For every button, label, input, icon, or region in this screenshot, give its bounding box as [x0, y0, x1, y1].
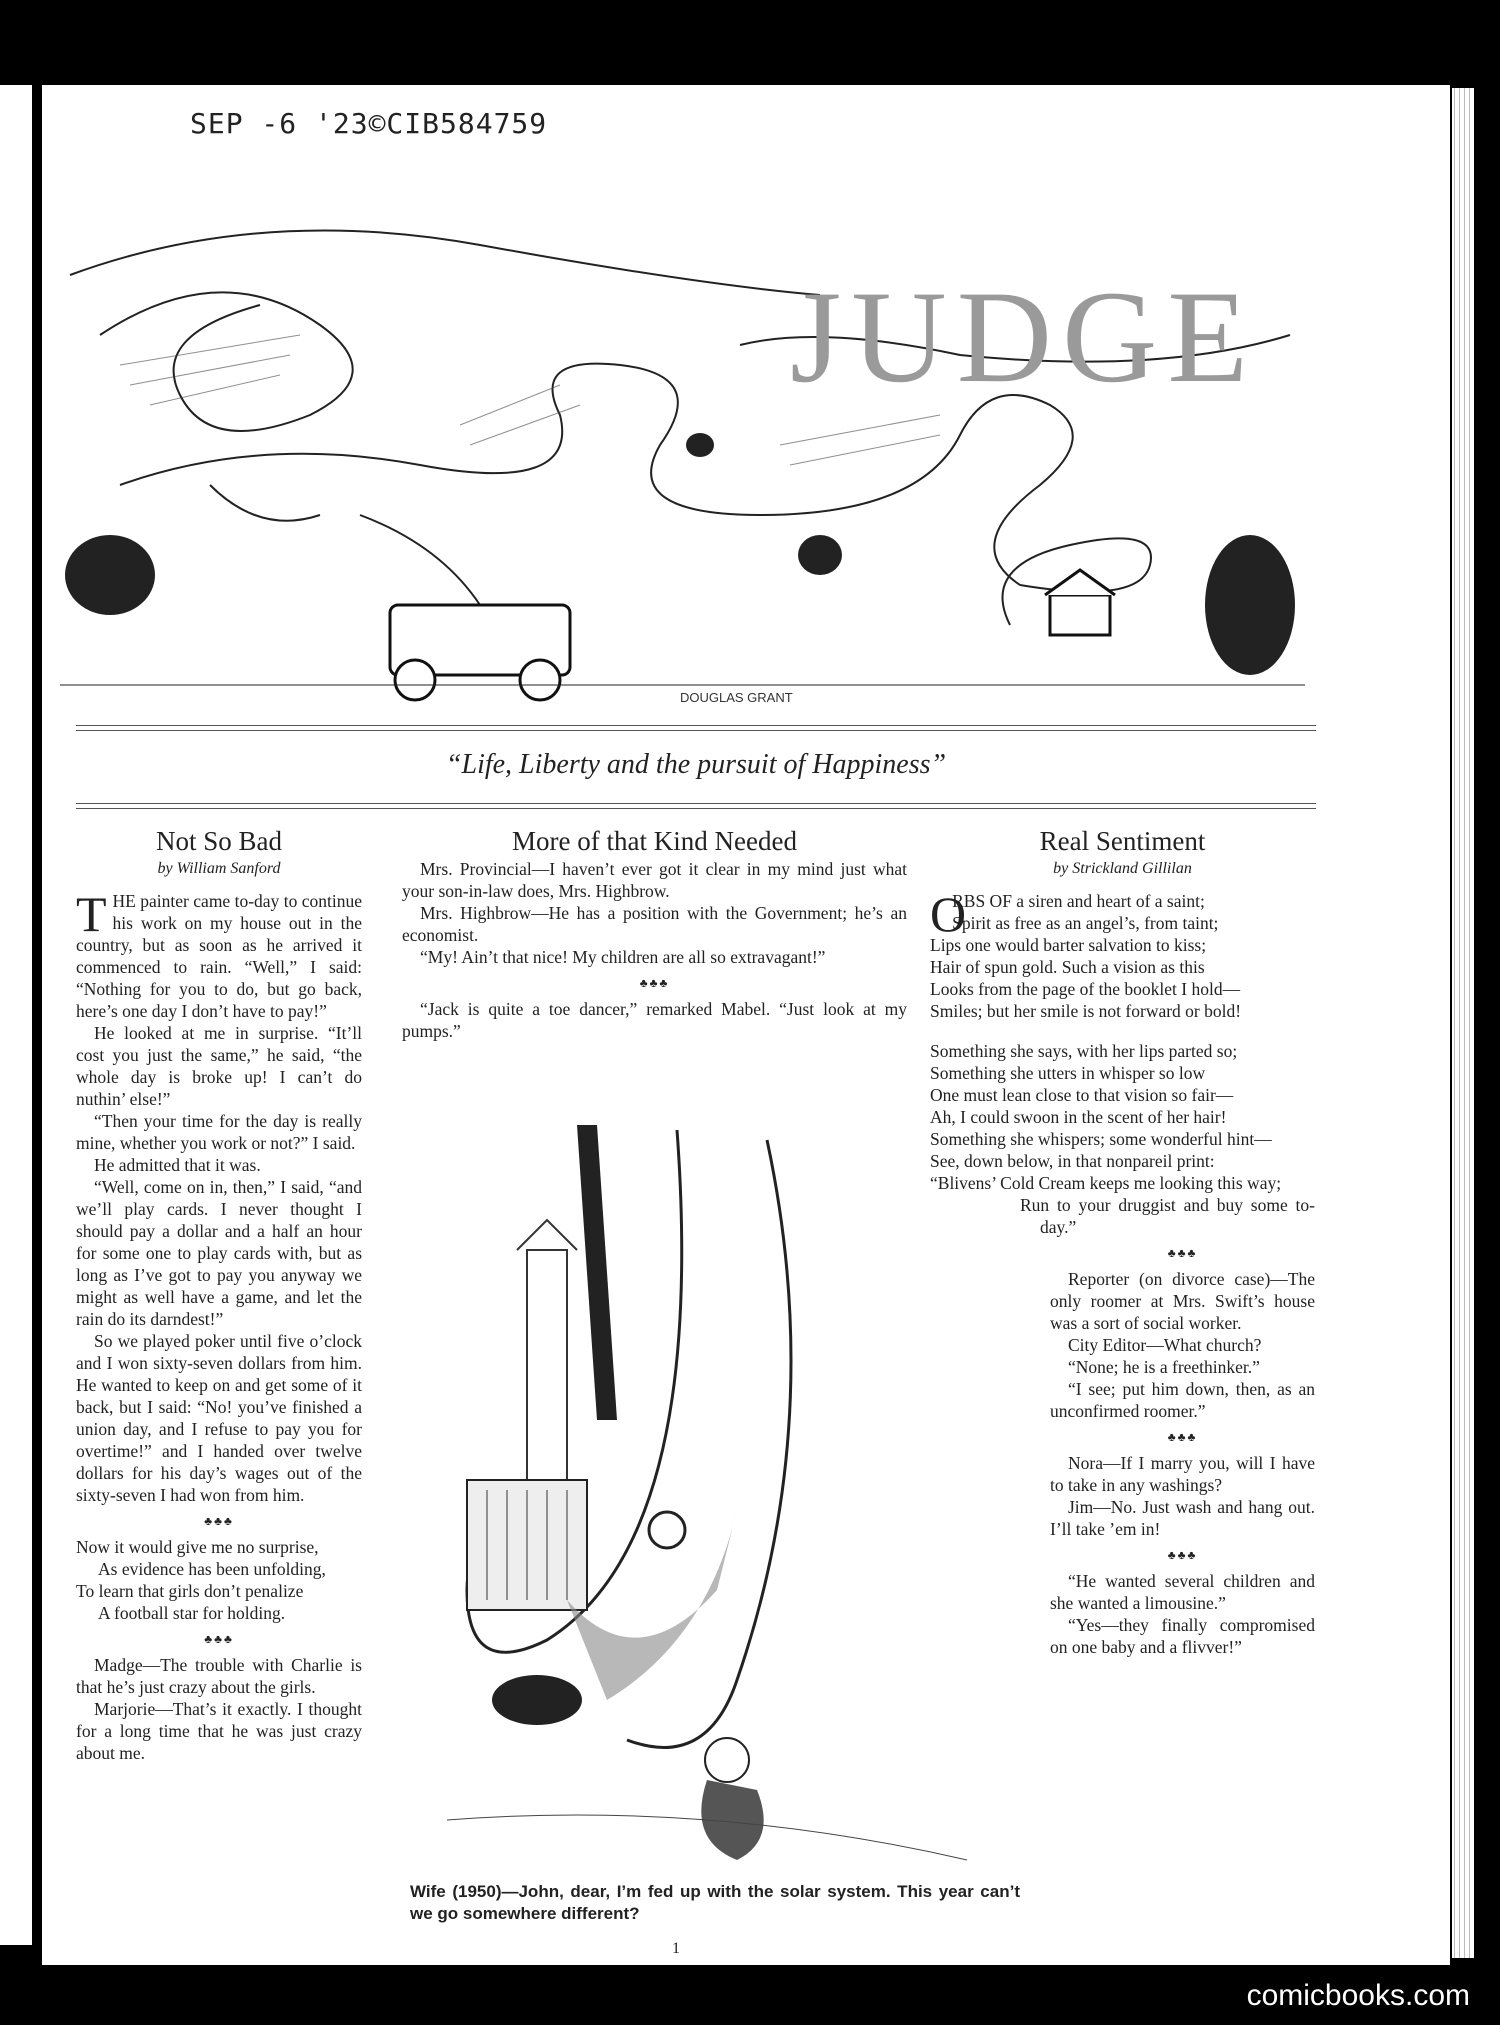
poem-stanza [930, 1040, 1315, 1238]
paragraph: Mrs. Provincial—I haven’t ever got it clear in my mind just what your son-in-law does, Mrs. Highbrow. [402, 859, 907, 901]
verse-line: A football star for holding. [98, 1603, 286, 1623]
verse-line: Something she says, with her lips parted so; [930, 1041, 1238, 1061]
verse-line: RBS OF a siren and heart of a saint; [952, 891, 1205, 911]
paragraph: “My! Ain’t that nice! My children are all so extravagant!” [420, 947, 826, 967]
joke-line: Marjorie—That’s it exactly. I thought for a long time that he was just crazy about me. [76, 1699, 362, 1763]
adjacent-page-edge [0, 85, 35, 1945]
page-stack-edge [1452, 88, 1474, 1958]
joke-line: “He wanted several children and she wanted a limousine.” [1050, 1571, 1315, 1613]
paragraph: “Well, come on in, then,” I said, “and we’ll play cards. I never thought I should pay a dollar and a half an hour for some one to play cards with, but as long as I’ve got to pay you anyway we might as well have a game, and let the rain do its darndest!” [76, 1177, 362, 1329]
joke-line: Nora—If I marry you, will I have to take in any washings? [1050, 1453, 1315, 1495]
verse-line: Looks from the page of the booklet I hold— [930, 979, 1241, 999]
article-title: More of that Kind Needed [512, 826, 797, 856]
separator-ornament: ♣♣♣ [204, 1632, 234, 1646]
paragraph: Mrs. Highbrow—He has a position with the Government; he’s an economist. [402, 903, 907, 945]
verse-line: Spirit as free as an angel’s, from taint; [952, 913, 1219, 933]
paragraph: THE painter came to-day to continue his work on my house out in the country, but as soon as he arrived it commenced to rain. “Well,” I said: “Nothing for you to do, but go back, here’s one day I don’t have to pay!” [76, 886, 362, 1021]
verse-line: As evidence has been unfolding, [98, 1559, 326, 1579]
cartoon-illustration [407, 1120, 1007, 1880]
magazine-page [42, 85, 1450, 1965]
top-rule [76, 725, 1316, 726]
verse-line: Smiles; but her smile is not forward or bold! [930, 1001, 1242, 1021]
motto: “Life, Liberty and the pursuit of Happiness” [445, 749, 947, 780]
joke-line: Reporter (on divorce case)—The only roomer at Mrs. Swift’s house was a sort of social worker. [1050, 1269, 1315, 1333]
paragraph: “Then your time for the day is really mine, whether you work or not?” I said. [76, 1111, 362, 1153]
masthead-title: JUDGE [790, 263, 1258, 410]
paragraph: “Jack is quite a toe dancer,” remarked Mabel. “Just look at my pumps.” [402, 999, 907, 1041]
paragraph: So we played poker until five o’clock and I won sixty-seven dollars from him. He wanted to keep on and get some of it back, but I said: “No! you’ve finished a union day, and I refuse to pay you for overtime!” and I handed over twelve dollars for his day’s wages out of the sixty-seven I had won from him. [76, 1331, 362, 1505]
verse-line: “Blivens’ Cold Cream keeps me looking this way; [930, 1173, 1282, 1193]
artist-signature: DOUGLAS GRANT [680, 690, 793, 705]
byline: by William Sanford [157, 860, 281, 877]
moon-car-drawing [407, 1120, 1007, 1880]
verse-line: Something she utters in whisper so low [930, 1063, 1206, 1083]
verse-line: Lips one would barter salvation to kiss; [930, 935, 1207, 955]
joke-line: “I see; put him down, then, as an unconfirmed roomer.” [1050, 1379, 1315, 1421]
drop-cap: T [76, 886, 107, 942]
verse-line: To learn that girls don’t penalize [76, 1581, 304, 1601]
bottom-rule [76, 803, 1316, 804]
bottom-rule-2 [76, 808, 1316, 809]
drop-cap: O [930, 886, 967, 942]
page-number: 1 [672, 1940, 680, 1957]
top-rule-2 [76, 730, 1316, 731]
verse-line: One must lean close to that vision so fair— [930, 1085, 1234, 1105]
joke-line: “None; he is a freethinker.” [1068, 1357, 1260, 1377]
separator-ornament: ♣♣♣ [639, 976, 670, 990]
column-not-so-bad [76, 826, 362, 1764]
article-title: Real Sentiment [1039, 826, 1206, 856]
watermark: comicbooks.com [1246, 1979, 1470, 2012]
paragraph: He admitted that it was. [94, 1155, 261, 1175]
verse-line: Hair of spun gold. Such a vision as this [930, 957, 1205, 977]
paragraph: He looked at me in surprise. “It’ll cost you just the same,” he said, “the whole day is broke up! I can’t do nuthin’ else!” [76, 1023, 362, 1109]
cartoon-caption: Wife (1950)—John, dear, I’m fed up with the solar system. This year can’t we go somewhere different? [410, 1882, 1020, 1923]
separator-ornament: ♣♣♣ [1167, 1430, 1198, 1444]
separator-ornament: ♣♣♣ [1167, 1548, 1198, 1562]
joke-line: Madge—The trouble with Charlie is that he’s just crazy about the girls. [76, 1655, 362, 1697]
joke-line: City Editor—What church? [1068, 1335, 1262, 1355]
separator-ornament: ♣♣♣ [1167, 1246, 1198, 1260]
byline: by Strickland Gillilan [1053, 860, 1192, 877]
verse-line: Now it would give me no surprise, [76, 1537, 319, 1557]
verse-line: Ah, I could swoon in the scent of her hair! [930, 1107, 1227, 1127]
column-more-of-that-kind [402, 826, 907, 1042]
poem-stanza [930, 886, 1315, 1022]
joke-line: “Yes—they finally compromised on one baby and a flivver!” [1050, 1615, 1315, 1657]
article-title: Not So Bad [155, 826, 282, 856]
masthead-illustration [60, 185, 1305, 705]
column-real-sentiment [930, 826, 1315, 1658]
verse-line: See, down below, in that nonpareil print: [930, 1151, 1215, 1171]
joke-line: Jim—No. Just wash and hang out. I’ll take ’em in! [1050, 1497, 1315, 1539]
copyright-stamp: SEP -6 '23©CIB584759 [190, 107, 548, 140]
verse [76, 1536, 362, 1624]
verse-line: Something she whispers; some wonderful hint— [930, 1129, 1272, 1149]
verse-line: Run to your druggist and buy some to-day.” [1020, 1195, 1315, 1237]
separator-ornament: ♣♣♣ [204, 1514, 234, 1528]
